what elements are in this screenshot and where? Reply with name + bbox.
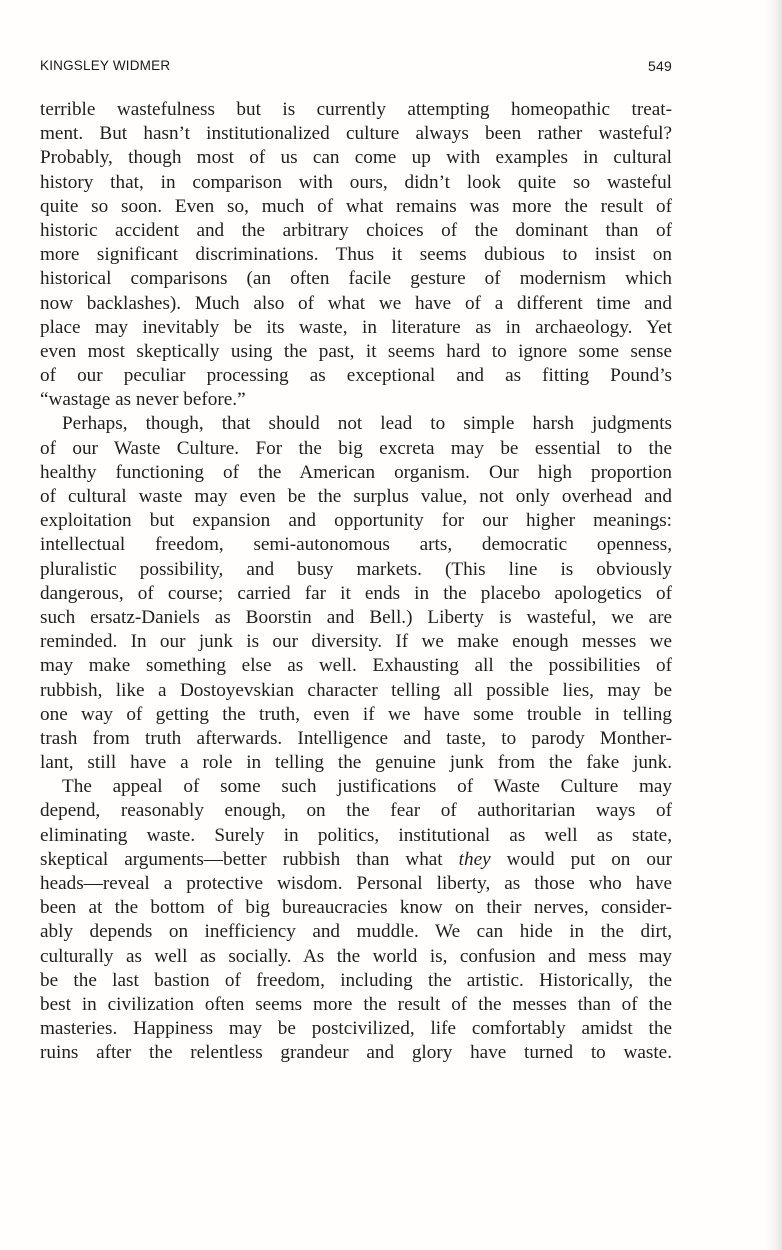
text-line: Perhaps, though, that should not lead to simple harsh judgments: [62, 413, 672, 435]
text-line: intellectual freedom, semi-autonomous arts, democratic openness,: [40, 534, 672, 556]
text-line: reminded. In our junk is our diversity. If we make enough messes we: [40, 631, 672, 653]
text-line: heads—reveal a protective wisdom. Personal liberty, as those who have: [40, 873, 672, 894]
text-line: historical comparisons (an often facile gesture of modernism which: [40, 268, 672, 290]
text-line: ruins after the relentless grandeur and glory have turned to waste.: [40, 1042, 672, 1064]
text-line: of our peculiar processing as exceptional and as fitting Pound’s: [40, 365, 672, 387]
text-line: such ersatz-Daniels as Boorstin and Bell.) Liberty is wasteful, we are: [40, 606, 672, 628]
running-head-author: KINGSLEY WIDMER: [40, 58, 171, 73]
text-line: dangerous, of course; carried far it ends in the placebo apologetics of: [40, 582, 672, 604]
text-line: rubbish, like a Dostoyevskian character telling all possible lies, may be: [40, 679, 672, 701]
body-text: [40, 98, 672, 1066]
text-line: of our Waste Culture. For the big excreta may be essential to the: [40, 437, 672, 459]
running-head: [40, 58, 672, 78]
text-line: may make something else as well. Exhausting all the possibilities of: [40, 655, 672, 677]
text-line: masteries. Happiness may be postcivilized, life comfortably amidst the: [40, 1018, 672, 1040]
paragraph-3: [40, 775, 672, 1065]
text-line: ment. But hasn’t institutionalized culture always been rather wasteful?: [40, 123, 672, 145]
text-line: terrible wastefulness but is currently attempting homeopathic treat-: [40, 99, 672, 120]
text-line: been at the bottom of big bureaucracies know on their nerves, consider-: [40, 897, 672, 919]
text-line: eliminating waste. Surely in politics, institutional as well as state,: [40, 824, 672, 846]
text-line: “wastage as never before.”: [40, 389, 246, 411]
text-line: depend, reasonably enough, on the fear of authoritarian ways of: [40, 800, 672, 822]
text-line: culturally as well as socially. As the world is, confusion and mess may: [40, 945, 672, 967]
paragraph-2: [40, 412, 672, 775]
text-line: The appeal of some such justifications of Waste Culture may: [62, 776, 672, 798]
text-line: place may inevitably be its waste, in literature as in archaeology. Yet: [40, 316, 672, 338]
text-line: even most skeptically using the past, it seems hard to ignore some sense: [40, 340, 672, 362]
text-line: exploitation but expansion and opportunity for our higher meanings:: [40, 510, 672, 532]
text-line: quite so soon. Even so, much of what remains was more the result of: [40, 195, 672, 217]
page-number: 549: [648, 58, 672, 74]
page-edge-shadow: [764, 0, 782, 1250]
text-line: lant, still have a role in telling the genuine junk from the fake junk.: [40, 752, 672, 774]
text-line: more significant discriminations. Thus it seems dubious to insist on: [40, 244, 672, 266]
text-segment: would put on our: [490, 848, 672, 870]
italic-word: they: [458, 848, 491, 870]
text-line: Probably, though most of us can come up with examples in cultural: [40, 147, 672, 169]
text-line: historic accident and the arbitrary choices of the dominant than of: [40, 219, 672, 241]
text-segment: skeptical arguments—better rubbish than what: [40, 848, 459, 870]
text-line: be the last bastion of freedom, including the artistic. Historically, the: [40, 969, 672, 991]
text-line-with-italic: [40, 848, 672, 872]
text-line: pluralistic possibility, and busy markets. (This line is obviously: [40, 558, 672, 580]
text-line: now backlashes). Much also of what we have of a different time and: [40, 292, 672, 314]
text-line: trash from truth afterwards. Intelligence and taste, to parody Monther-: [40, 727, 672, 749]
paragraph-1: [40, 98, 672, 412]
text-line: ably depends on inefficiency and muddle. We can hide in the dirt,: [40, 921, 672, 943]
text-line: one way of getting the truth, even if we have some trouble in telling: [40, 703, 672, 725]
text-line: history that, in comparison with ours, didn’t look quite so wasteful: [40, 171, 672, 193]
text-line: best in civilization often seems more the result of the messes than of the: [40, 993, 672, 1015]
text-line: healthy functioning of the American organism. Our high proportion: [40, 461, 672, 483]
text-line: of cultural waste may even be the surplus value, not only overhead and: [40, 486, 672, 507]
